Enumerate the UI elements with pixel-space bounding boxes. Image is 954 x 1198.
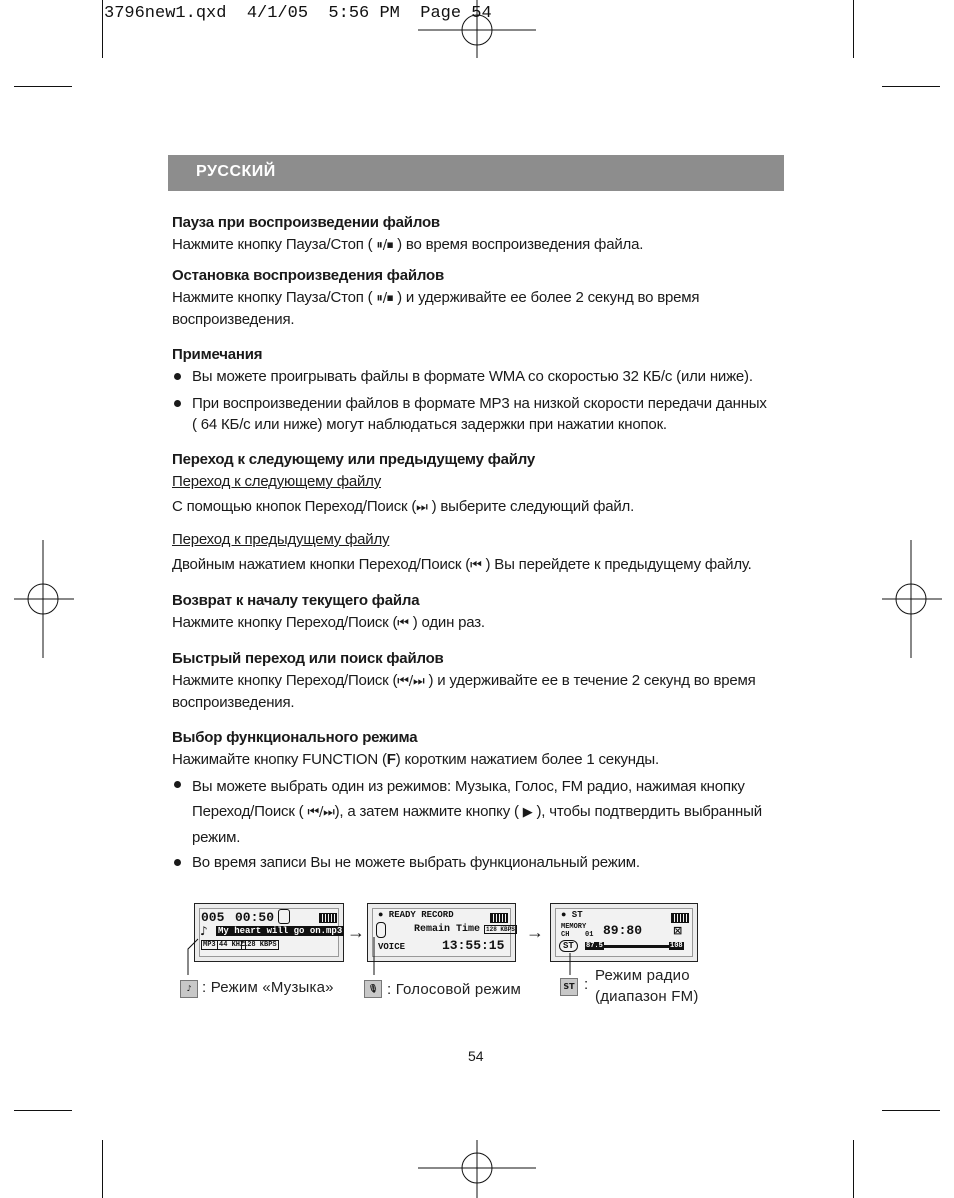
band-high: 108 [670, 942, 683, 950]
prev-track-icon: ⏮ [397, 616, 409, 631]
prev-next-icon: ⏮/⏭ [307, 805, 335, 820]
manual-content [172, 212, 772, 873]
legend-voice: : Голосовой режим [387, 981, 522, 998]
battery-icon [319, 913, 337, 923]
stereo-badge: ST [559, 940, 578, 952]
play-icon: ▶ [522, 805, 533, 820]
section-title-seek: Быстрый переход или поиск файлов [172, 650, 444, 667]
language-header-bar [168, 155, 784, 191]
channel-number: 01 [585, 931, 594, 939]
record-status: ● READY RECORD [378, 910, 454, 920]
format-badge: MP3 [203, 941, 216, 949]
music-note-icon: ♪ [180, 980, 198, 998]
section-title-notes: Примечания [172, 346, 263, 363]
section-title-mode: Выбор функционального режима [172, 729, 418, 746]
crop-mark [853, 0, 854, 58]
mode-note-item: Вы можете выбрать один из режимов: Музыка, Голос, FM радио, нажимая кнопку Переход/Поиск ( ⏮/⏭), а затем нажмите кнопку ( ▶ ), чтобы подтвердить выбранный режим. [172, 774, 772, 850]
mode-text: Нажимайте кнопку FUNCTION (F) коротким нажатием более 1 секунды. [172, 751, 659, 768]
restart-text: Нажмите кнопку Переход/Поиск (⏮ ) один раз. [172, 614, 485, 631]
print-slug: 3796new1.qxd 4/1/05 5:56 PM Page 54 [104, 4, 492, 23]
khz-badge: 44 KHZ [219, 941, 245, 949]
frequency: 89:80 [603, 923, 643, 938]
play-time: 00:50 [235, 910, 275, 925]
section-title-restart: Возврат к началу текущего файла [172, 592, 420, 609]
voice-label: VOICE [378, 942, 406, 952]
band-low: 87.5 [586, 942, 603, 950]
crop-mark [102, 0, 103, 58]
legend-radio-colon: : [584, 976, 589, 993]
section-title-stop: Остановка воспроизведения файлов [172, 267, 444, 284]
music-note-icon: ♪ [200, 924, 208, 938]
registration-mark-bottom [418, 1140, 538, 1198]
battery-icon [490, 913, 508, 923]
crop-mark [14, 86, 72, 87]
next-file-text: С помощью кнопок Переход/Поиск (⏭ ) выберите следующий файл. [172, 498, 635, 515]
pause-stop-icon: ⏸/⏹ [376, 238, 394, 253]
kbps-badge: 128 KBPS [486, 926, 515, 933]
track-number: 005 [201, 910, 225, 925]
subtitle-prev-file: Переход к предыдущему файлу [172, 531, 390, 548]
crop-mark [14, 1110, 72, 1111]
microphone-icon: 🎙 [364, 980, 382, 998]
subtitle-next-file: Переход к следующему файлу [172, 473, 382, 490]
arrow-right-icon: → [347, 922, 365, 942]
note-item: Вы можете проигрывать файлы в формате WMA со скоростью 32 КБ/с (или ниже). [172, 366, 772, 387]
song-title: My heart will go on.mp3 [218, 926, 343, 936]
prev-next-icon: ⏮/⏭ [397, 674, 425, 689]
section-title-pause: Пауза при воспроизведении файлов [172, 214, 440, 231]
legend-radio-line2: (диапазон FM) [595, 988, 699, 1005]
registration-mark-top [418, 0, 538, 58]
channel-label: CH [561, 931, 570, 939]
legend-radio-line1: Режим радио [595, 967, 690, 984]
mute-speaker-icon: ⊠ [673, 924, 683, 937]
stereo-status: ● ST [561, 910, 583, 920]
crop-mark [853, 1140, 854, 1198]
seek-text: Нажмите кнопку Переход/Поиск (⏮/⏭ ) и удерживайте ее в течение 2 секунд во время воспроизведения. [172, 672, 756, 711]
language-label: РУССКИЙ [196, 163, 276, 180]
prev-file-text: Двойным нажатием кнопки Переход/Поиск (⏮ ) Вы перейдете к предыдущему файлу. [172, 556, 752, 573]
lock-icon [278, 909, 290, 924]
crop-mark [882, 1110, 940, 1111]
registration-mark-right [880, 540, 944, 658]
note-item: При воспроизведении файлов в формате MP3 на низкой скорости передачи данных ( 64 КБ/с или ниже) могут наблюдаться задержки при нажатии кнопок. [172, 393, 772, 435]
mode-note-item: Во время записи Вы не можете выбрать функциональный режим. [172, 852, 772, 873]
band-scale [603, 945, 669, 948]
memory-label: MEMORY [561, 923, 587, 931]
kbps-badge: 128 KBPS [243, 941, 277, 949]
page-number: 54 [468, 1048, 484, 1064]
legend-music: : Режим «Музыка» [202, 979, 334, 996]
pause-text: Нажмите кнопку Пауза/Стоп ( ⏸/⏹ ) во время воспроизведения файла. [172, 236, 644, 253]
function-key: F [386, 751, 396, 768]
callout-lines [180, 935, 600, 980]
battery-icon [671, 913, 689, 923]
registration-mark-left [12, 540, 76, 658]
stop-text: Нажмите кнопку Пауза/Стоп ( ⏸/⏹ ) и удерживайте ее более 2 секунд во время воспроизведения. [172, 289, 700, 328]
pause-stop-icon: ⏸/⏹ [376, 291, 394, 306]
stereo-icon: ST [560, 978, 578, 996]
prev-track-icon: ⏮ [470, 558, 482, 573]
crop-mark [882, 86, 940, 87]
next-track-icon: ⏭ [416, 500, 428, 515]
section-title-skip: Переход к следующему или предыдущему файлу [172, 451, 536, 468]
record-time: 13:55:15 [442, 938, 505, 953]
remain-time-label: Remain Time [414, 924, 481, 935]
arrow-right-icon: → [526, 922, 544, 942]
crop-mark [102, 1140, 103, 1198]
